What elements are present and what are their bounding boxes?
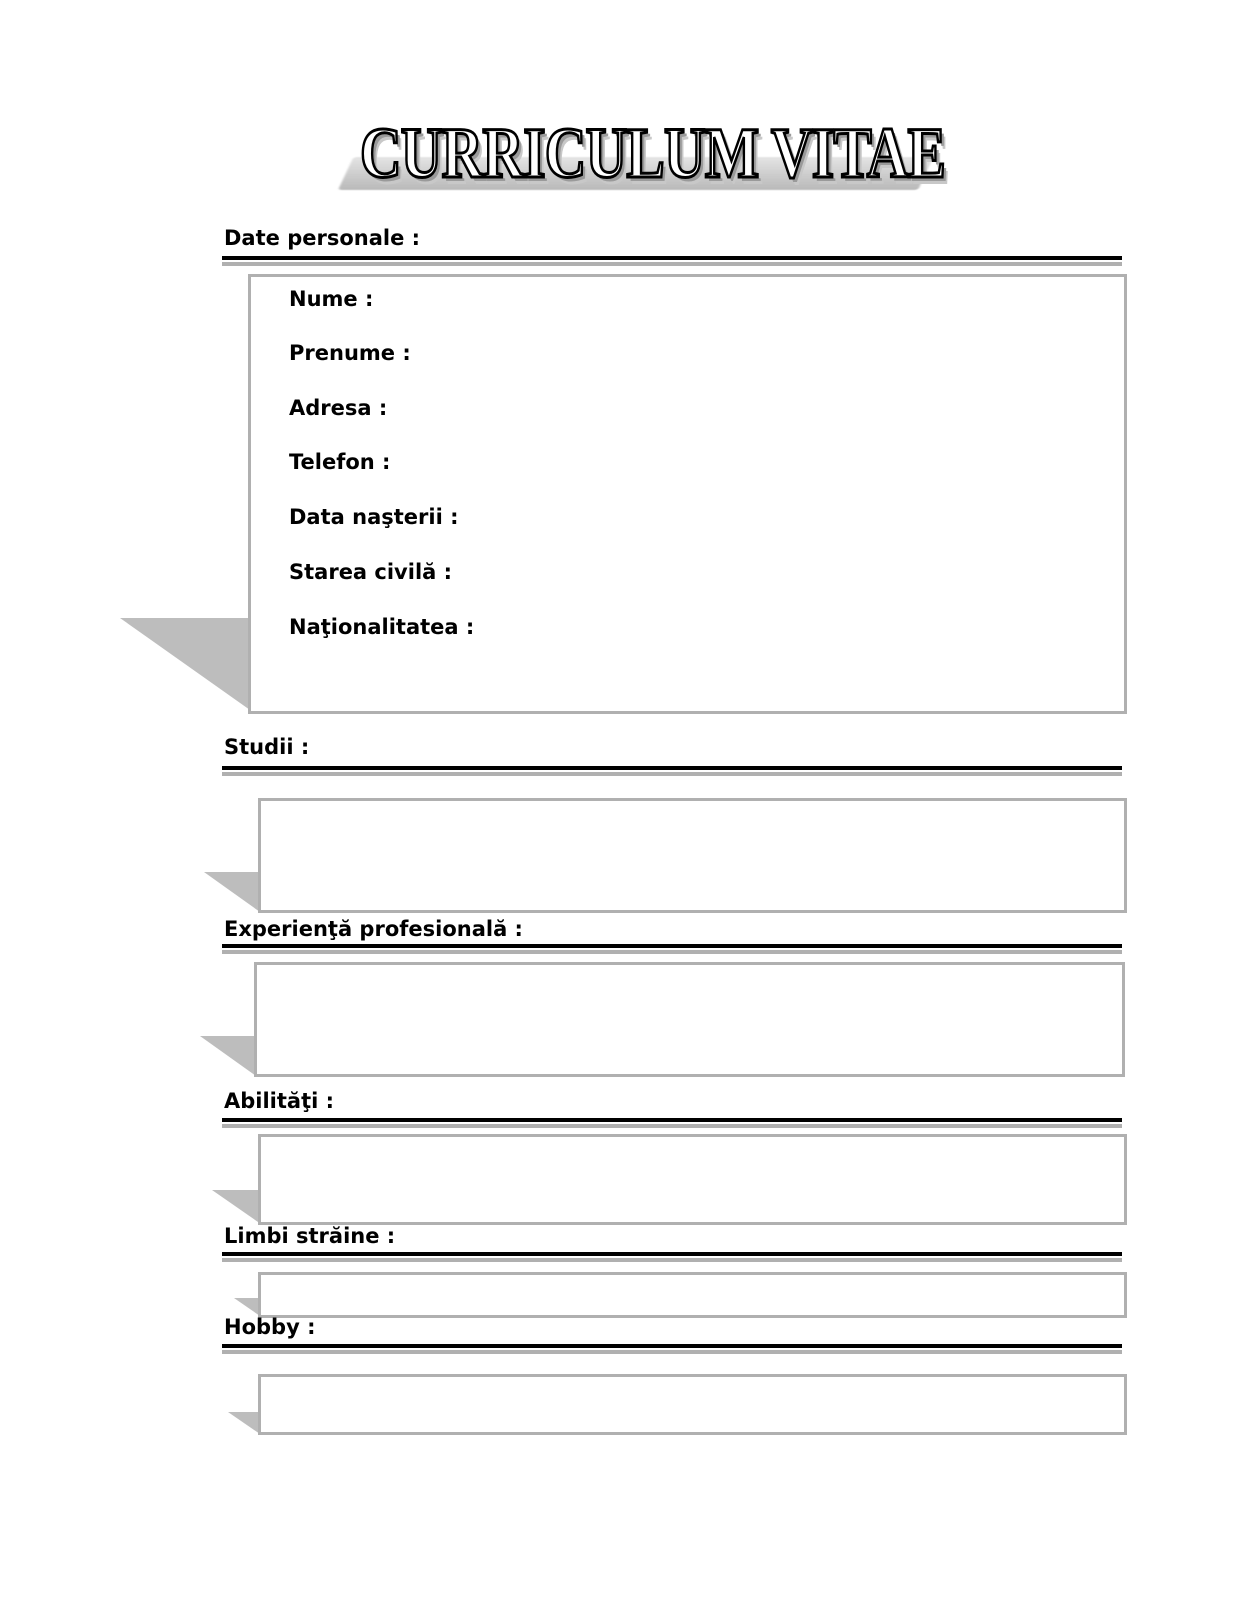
field-label-telefon: Telefon : — [289, 450, 391, 474]
hobby-box — [258, 1374, 1127, 1435]
section-heading-skills: Abilităţi : — [224, 1089, 335, 1113]
section-heading-personal: Date personale : — [224, 226, 421, 250]
experience-box — [254, 962, 1125, 1077]
page-title: CURRICULUM VITAE — [360, 113, 946, 193]
fold-shadow-experience — [200, 1036, 258, 1078]
section-rule-studies — [222, 766, 1122, 770]
fold-shadow-hobby — [228, 1412, 262, 1436]
field-label-data-nasterii: Data naşterii : — [289, 505, 459, 529]
section-rule-skills — [222, 1118, 1122, 1122]
section-rule-personal — [222, 256, 1122, 260]
field-label-adresa: Adresa : — [289, 396, 388, 420]
field-label-nume: Nume : — [289, 287, 374, 311]
field-label-prenume: Prenume : — [289, 341, 411, 365]
skills-box — [258, 1134, 1127, 1225]
fold-shadow-personal — [120, 618, 252, 712]
studies-box — [258, 798, 1127, 913]
section-heading-hobby: Hobby : — [224, 1315, 316, 1339]
personal-info-box — [248, 274, 1127, 714]
fold-shadow-studies — [204, 872, 262, 914]
section-heading-experience: Experienţă profesională : — [224, 917, 523, 941]
title-block — [330, 112, 946, 202]
fold-shadow-skills — [212, 1190, 260, 1224]
section-heading-languages: Limbi străine : — [224, 1224, 396, 1248]
section-rule-experience — [222, 944, 1122, 948]
section-rule-languages — [222, 1252, 1122, 1256]
field-label-nationalitatea: Naţionalitatea : — [289, 615, 475, 639]
languages-box — [258, 1272, 1127, 1318]
section-rule-hobby — [222, 1344, 1122, 1348]
field-label-starea-civila: Starea civilă : — [289, 560, 453, 584]
section-heading-studies: Studii : — [224, 735, 310, 759]
